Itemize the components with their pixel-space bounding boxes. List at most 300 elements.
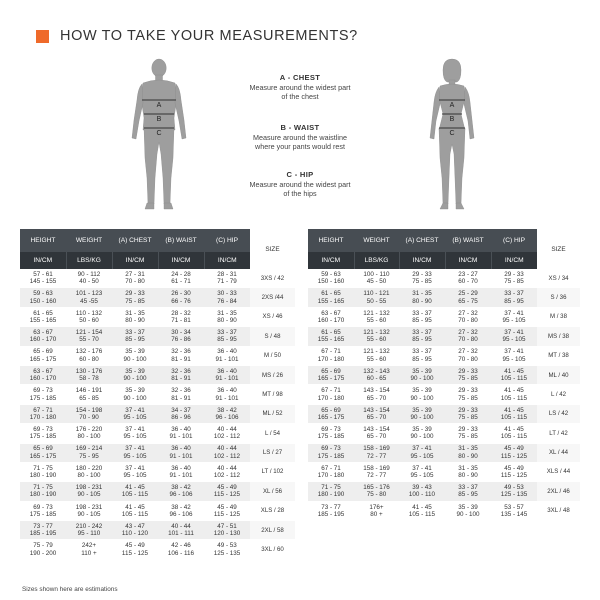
hip-cell [491, 424, 537, 443]
footnote: Sizes shown here are estimations [22, 586, 118, 593]
hip-cell [204, 443, 250, 462]
weight-cell [66, 288, 112, 307]
chest-cm: 90 - 100 [410, 375, 434, 383]
table-row [20, 462, 295, 481]
size-cell: 2XL / 46 [537, 482, 580, 501]
chest-inches: 37 - 41 [125, 445, 145, 453]
chest-inches: 33 - 37 [412, 309, 432, 317]
height-inches: 63 - 67 [33, 367, 53, 375]
size-cell: L / 42 [537, 385, 580, 404]
instruction-hip-title: C - HIP [286, 170, 314, 179]
hip-inches: 40 - 44 [217, 464, 237, 472]
hip-inches: 30 - 33 [217, 290, 237, 298]
waist-inches: 32 - 36 [171, 348, 191, 356]
hip-inches: 28 - 31 [217, 270, 237, 278]
hip-cell [204, 327, 250, 346]
weight-cm: 80 - 100 [77, 433, 101, 441]
weight-cell [354, 327, 399, 346]
weight-cm: 60 - 65 [366, 375, 387, 383]
unit-waist: IN/CM [445, 252, 491, 269]
waist-inches: 27 - 32 [458, 348, 478, 356]
chest-cm: 80 - 90 [125, 316, 145, 324]
height-inches: 69 - 73 [321, 445, 341, 453]
hip-inches: 40 - 44 [217, 426, 237, 434]
chest-cell [112, 288, 158, 307]
height-cm: 150 - 160 [29, 297, 57, 305]
hip-inches: 36 - 40 [217, 367, 237, 375]
waist-cell [158, 269, 204, 288]
height-cm: 150 - 160 [317, 278, 345, 286]
size-cell: 2XL / 58 [250, 521, 295, 540]
women-table-body [308, 269, 580, 521]
header-chest: (A) CHEST [399, 229, 445, 252]
size-cell: MT / 38 [537, 346, 580, 365]
waist-inches: 33 - 37 [458, 484, 478, 492]
chest-cell [399, 443, 445, 462]
weight-inches: 121 - 132 [363, 309, 390, 317]
weight-cell [354, 385, 399, 404]
height-inches: 59 - 63 [33, 290, 53, 298]
size-cell: LT / 42 [537, 424, 580, 443]
size-cell: XLS / 28 [250, 501, 295, 520]
waist-cell [445, 404, 491, 423]
weight-inches: 198 - 231 [75, 503, 103, 511]
waist-cell [445, 462, 491, 481]
weight-cell [354, 307, 399, 326]
chest-cell [399, 462, 445, 481]
size-cell: MT / 98 [250, 385, 295, 404]
hip-cell [491, 443, 537, 462]
height-cm: 165 - 175 [317, 413, 345, 421]
waist-inches: 29 - 33 [458, 426, 478, 434]
waist-cell [445, 365, 491, 384]
table-row [308, 288, 580, 307]
waist-inches: 40 - 44 [171, 522, 191, 530]
hip-cm: 95 - 105 [502, 355, 526, 363]
waist-inches: 24 - 28 [171, 270, 191, 278]
chest-cell [112, 521, 158, 540]
chest-cell [112, 346, 158, 365]
hip-cell [204, 307, 250, 326]
weight-cell [354, 501, 399, 520]
waist-cell [158, 404, 204, 423]
waist-cm: 75 - 85 [458, 433, 478, 441]
weight-cm: 50 - 55 [366, 297, 387, 305]
weight-inches: 143 - 154 [363, 387, 390, 395]
hip-cell [204, 385, 250, 404]
hip-inches: 36 - 40 [217, 387, 237, 395]
waist-inches: 25 - 29 [458, 290, 478, 298]
weight-inches: 132 - 143 [363, 367, 390, 375]
waist-cm: 76 - 86 [171, 336, 191, 344]
table-row [20, 404, 295, 423]
table-row [20, 482, 295, 501]
weight-inches: 143 - 154 [363, 426, 390, 434]
height-inches: 61 - 65 [321, 329, 341, 337]
hip-cell [491, 288, 537, 307]
weight-cell [66, 404, 112, 423]
waist-cell [158, 385, 204, 404]
height-inches: 67 - 71 [321, 387, 341, 395]
weight-cell [354, 269, 399, 288]
waist-cell [445, 346, 491, 365]
waist-inches: 36 - 40 [171, 426, 191, 434]
chest-cm: 105 - 115 [121, 510, 149, 518]
hip-cm: 125 - 135 [213, 549, 241, 557]
chest-inches: 41 - 45 [125, 503, 145, 511]
hip-cm: 115 - 125 [213, 510, 241, 518]
table-row [308, 269, 580, 288]
height-inches: 71 - 75 [321, 484, 341, 492]
size-cell: XS / 34 [537, 269, 580, 288]
size-cell: S / 36 [537, 288, 580, 307]
weight-cm: 72 - 77 [366, 452, 387, 460]
header-hip: (C) HIP [491, 229, 537, 252]
instruction-hip-line1: Measure around the widest part [249, 180, 351, 190]
hip-cell [491, 346, 537, 365]
table-row [20, 307, 295, 326]
hip-cell [204, 269, 250, 288]
height-cell [20, 346, 66, 365]
weight-cell [354, 365, 399, 384]
weight-inches: 210 - 242 [75, 522, 103, 530]
chest-inches: 41 - 45 [125, 484, 145, 492]
height-cm: 175 - 185 [29, 433, 57, 441]
table-row [20, 424, 295, 443]
weight-inches: 110 - 121 [363, 290, 390, 298]
chest-cm: 70 - 80 [125, 278, 145, 286]
height-cm: 155 - 165 [317, 297, 345, 305]
height-cell [308, 327, 354, 346]
waist-inches: 34 - 37 [171, 406, 191, 414]
waist-cm: 96 - 106 [169, 491, 193, 499]
chest-cm: 85 - 95 [412, 336, 432, 344]
waist-cm: 86 - 96 [171, 413, 191, 421]
height-inches: 65 - 69 [33, 445, 53, 453]
weight-inches: 165 - 176 [363, 484, 390, 492]
hip-cm: 102 - 112 [213, 433, 241, 441]
height-cm: 170 - 180 [317, 355, 345, 363]
table-row [308, 365, 580, 384]
weight-cm: 80 + [370, 510, 383, 518]
weight-cell [66, 540, 112, 559]
waist-cm: 80 - 90 [458, 472, 478, 480]
instruction-waist-title: B - WAIST [280, 123, 320, 132]
height-cm: 165 - 175 [317, 375, 345, 383]
height-cm: 180 - 190 [29, 472, 57, 480]
weight-cm: 90 - 105 [77, 510, 101, 518]
waist-inches: 29 - 33 [458, 367, 478, 375]
page-title [36, 28, 358, 44]
waist-cm: 65 - 75 [458, 297, 478, 305]
chest-cm: 85 - 95 [412, 316, 432, 324]
waist-cell [158, 288, 204, 307]
waist-inches: 30 - 34 [171, 329, 191, 337]
hip-cm: 105 - 115 [500, 433, 528, 441]
height-inches: 67 - 71 [321, 464, 341, 472]
chest-inches: 27 - 31 [125, 270, 145, 278]
waist-cm: 81 - 91 [171, 375, 191, 383]
weight-cell [66, 346, 112, 365]
hip-inches: 38 - 42 [217, 406, 237, 414]
hip-cm: 115 - 125 [500, 452, 528, 460]
weight-cell [66, 327, 112, 346]
weight-cm: 95 - 110 [77, 530, 101, 538]
weight-inches: 110 - 132 [75, 309, 103, 317]
hip-cm: 135 - 145 [500, 510, 528, 518]
waist-cell [445, 269, 491, 288]
hip-cell [491, 385, 537, 404]
hip-cm: 102 - 112 [213, 472, 241, 480]
weight-cell [354, 288, 399, 307]
chest-cell [399, 269, 445, 288]
header-hip: (C) HIP [204, 229, 250, 252]
header-chest: (A) CHEST [112, 229, 158, 252]
waist-cm: 71 - 81 [171, 316, 191, 324]
size-cell: MS / 26 [250, 365, 295, 384]
chest-inches: 31 - 35 [412, 290, 432, 298]
header-height: HEIGHT [308, 229, 354, 252]
hip-cm: 96 - 106 [215, 413, 239, 421]
chest-cm: 95 - 105 [123, 472, 147, 480]
height-cell [308, 501, 354, 520]
height-inches: 71 - 75 [33, 484, 53, 492]
height-cell [308, 346, 354, 365]
weight-cell [354, 404, 399, 423]
height-inches: 61 - 65 [33, 309, 53, 317]
chest-inches: 35 - 39 [412, 406, 432, 414]
height-cell [20, 424, 66, 443]
chest-inches: 35 - 39 [125, 367, 145, 375]
chest-inches: 37 - 41 [412, 445, 432, 453]
hip-inches: 40 - 44 [217, 445, 237, 453]
female-label-b: B [449, 116, 455, 123]
height-cell [20, 540, 66, 559]
waist-inches: 38 - 42 [171, 484, 191, 492]
chest-cm: 95 - 105 [123, 452, 147, 460]
chest-cell [399, 404, 445, 423]
chest-inches: 39 - 43 [412, 484, 432, 492]
height-cell [308, 482, 354, 501]
chest-cell [112, 269, 158, 288]
chest-cm: 85 - 95 [125, 336, 145, 344]
chest-inches: 37 - 41 [125, 406, 145, 414]
height-cell [20, 385, 66, 404]
chest-cm: 90 - 100 [410, 413, 434, 421]
hip-inches: 37 - 41 [504, 309, 524, 317]
hip-inches: 45 - 49 [504, 464, 524, 472]
height-cm: 170 - 180 [317, 394, 345, 402]
weight-cell [66, 443, 112, 462]
weight-cm: 65 - 70 [366, 433, 387, 441]
height-cell [308, 443, 354, 462]
waist-cm: 91 - 101 [169, 452, 193, 460]
male-label-c: C [156, 130, 162, 137]
weight-inches: 158 - 169 [363, 464, 390, 472]
weight-inches: 169 - 214 [75, 445, 103, 453]
height-inches: 63 - 67 [33, 329, 53, 337]
waist-cm: 101 - 111 [168, 530, 194, 538]
hip-cm: 105 - 115 [500, 413, 528, 421]
chest-cell [399, 424, 445, 443]
chest-cm: 90 - 100 [410, 394, 434, 402]
header-waist: (B) WAIST [158, 229, 204, 252]
height-inches: 73 - 77 [33, 522, 53, 530]
chest-inches: 33 - 37 [125, 329, 145, 337]
chest-cell [112, 501, 158, 520]
table-row [308, 501, 580, 520]
height-cell [308, 385, 354, 404]
hip-cell [491, 307, 537, 326]
waist-inches: 29 - 33 [458, 406, 478, 414]
weight-inches: 180 - 220 [75, 464, 103, 472]
hip-inches: 33 - 37 [504, 290, 524, 298]
waist-cell [158, 462, 204, 481]
height-cm: 190 - 200 [29, 549, 57, 557]
weight-cm: 60 - 80 [79, 355, 99, 363]
chest-cm: 95 - 105 [410, 452, 434, 460]
weight-cell [66, 424, 112, 443]
unit-waist: IN/CM [158, 252, 204, 269]
table-row [20, 521, 295, 540]
weight-cm: 45 -55 [80, 297, 98, 305]
waist-cm: 66 - 76 [171, 297, 191, 305]
table-row [20, 269, 295, 288]
header-height: HEIGHT [20, 229, 66, 252]
height-cell [20, 521, 66, 540]
weight-cell [66, 501, 112, 520]
header-waist: (B) WAIST [445, 229, 491, 252]
height-cm: 180 - 190 [317, 491, 345, 499]
chest-cell [399, 288, 445, 307]
weight-cm: 58 - 78 [79, 375, 99, 383]
table-row [20, 346, 295, 365]
hip-cell [204, 424, 250, 443]
accent-square [36, 30, 49, 43]
height-cm: 155 - 165 [29, 316, 57, 324]
chest-cm: 90 - 100 [123, 375, 147, 383]
waist-inches: 32 - 36 [171, 367, 191, 375]
weight-cell [66, 307, 112, 326]
weight-inches: 121 - 154 [75, 329, 103, 337]
waist-inches: 29 - 33 [458, 387, 478, 395]
chest-cell [112, 307, 158, 326]
waist-inches: 32 - 36 [171, 387, 191, 395]
height-cell [20, 482, 66, 501]
weight-cm: 45 - 50 [366, 278, 387, 286]
header-size: SIZE [537, 229, 580, 269]
height-cm: 170 - 180 [317, 472, 345, 480]
waist-cell [445, 385, 491, 404]
weight-cell [354, 462, 399, 481]
weight-cm: 75 - 80 [366, 491, 387, 499]
hip-inches: 47 - 51 [217, 522, 237, 530]
hip-inches: 31 - 35 [217, 309, 237, 317]
instruction-chest-line1: Measure around the widest part [249, 83, 351, 93]
height-inches: 69 - 73 [33, 426, 53, 434]
size-cell: S / 48 [250, 327, 295, 346]
size-cell: XS / 46 [250, 307, 295, 326]
height-inches: 71 - 75 [33, 464, 53, 472]
chest-cm: 95 - 105 [123, 433, 147, 441]
female-label-a: A [449, 102, 455, 109]
waist-inches: 27 - 32 [458, 329, 478, 337]
height-inches: 69 - 73 [33, 387, 53, 395]
height-cell [20, 288, 66, 307]
table-row [308, 424, 580, 443]
hip-cell [491, 327, 537, 346]
chest-inches: 37 - 41 [125, 426, 145, 434]
height-cell [308, 288, 354, 307]
table-row [308, 443, 580, 462]
hip-inches: 41 - 45 [504, 367, 524, 375]
waist-cm: 80 - 90 [458, 452, 478, 460]
waist-cm: 60 - 70 [458, 278, 478, 286]
chest-cm: 75 - 85 [125, 297, 145, 305]
height-cell [20, 269, 66, 288]
weight-cell [66, 521, 112, 540]
weight-inches: 132 - 176 [75, 348, 103, 356]
height-inches: 69 - 73 [321, 426, 341, 434]
chest-cell [399, 307, 445, 326]
instruction-hip-line2: of the hips [283, 189, 317, 199]
chest-cell [112, 482, 158, 501]
weight-cm: 65 - 85 [79, 394, 99, 402]
weight-inches: 154 - 198 [75, 406, 103, 414]
waist-cell [158, 482, 204, 501]
waist-inches: 26 - 30 [171, 290, 191, 298]
chest-cm: 110 - 120 [121, 530, 149, 538]
height-cell [308, 269, 354, 288]
height-inches: 67 - 71 [321, 348, 341, 356]
hip-cm: 95 - 105 [502, 336, 526, 344]
weight-cm: 90 - 105 [77, 491, 101, 499]
men-table-body [20, 269, 295, 559]
waist-cm: 70 - 80 [458, 316, 478, 324]
waist-cell [445, 424, 491, 443]
weight-inches: 130 - 176 [75, 367, 103, 375]
female-figure [424, 58, 480, 216]
weight-cm: 50 - 60 [79, 316, 99, 324]
waist-cell [158, 540, 204, 559]
header-size: SIZE [250, 229, 295, 269]
chest-inches: 35 - 39 [412, 367, 432, 375]
chest-cell [112, 327, 158, 346]
hip-cm: 105 - 115 [500, 394, 528, 402]
size-cell: ML / 40 [537, 365, 580, 384]
height-cm: 170 - 180 [29, 413, 57, 421]
size-cell: L / 54 [250, 424, 295, 443]
waist-cell [158, 327, 204, 346]
height-cm: 160 - 170 [29, 375, 57, 383]
hip-inches: 49 - 53 [217, 542, 237, 550]
hip-cm: 91 - 101 [215, 375, 239, 383]
chest-inches: 35 - 39 [125, 387, 145, 395]
instruction-waist-line1: Measure around the waistline [253, 133, 347, 143]
weight-inches: 100 - 110 [363, 270, 390, 278]
hip-inches: 45 - 49 [217, 484, 237, 492]
waist-cell [158, 346, 204, 365]
weight-cell [66, 269, 112, 288]
hip-cell [204, 346, 250, 365]
table-row [20, 501, 295, 520]
waist-cell [445, 482, 491, 501]
table-row [20, 327, 295, 346]
height-inches: 63 - 67 [321, 309, 341, 317]
waist-cm: 81 - 91 [171, 355, 191, 363]
male-label-b: B [156, 116, 162, 123]
table-row [308, 482, 580, 501]
